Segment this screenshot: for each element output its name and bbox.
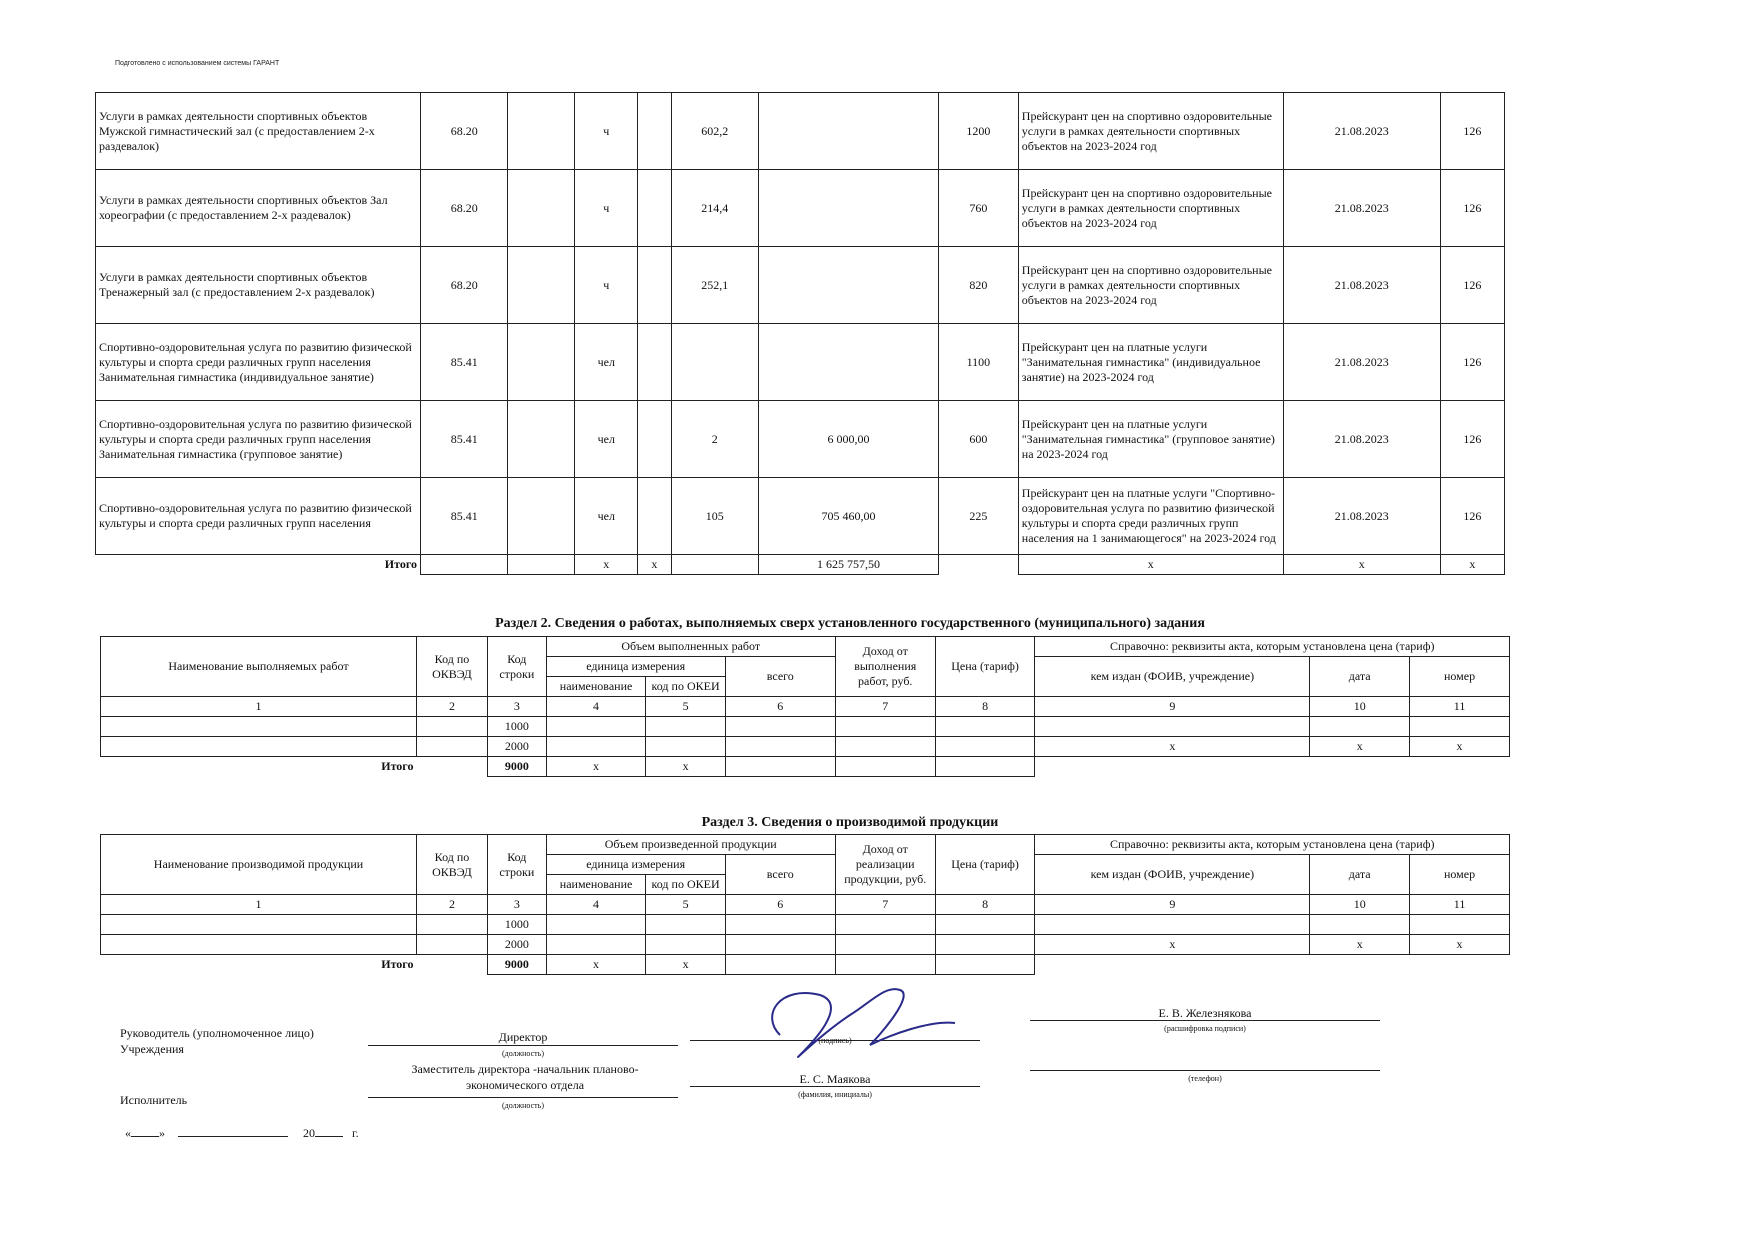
x-date: x <box>1310 935 1410 955</box>
cell-total: 2 <box>671 401 758 478</box>
cell-date: 21.08.2023 <box>1283 93 1440 170</box>
cell-income <box>759 170 939 247</box>
h-volume: Объем произведенной продукции <box>546 835 835 855</box>
column-number: 7 <box>835 697 935 717</box>
cell-income: 6 000,00 <box>759 401 939 478</box>
cell-empty <box>508 93 575 170</box>
x-unit: x <box>546 757 646 777</box>
section2-title: Раздел 2. Сведения о работах, выполняемых сверх установленного государственного (муниципального) задания <box>495 616 1205 631</box>
cell-num: 126 <box>1440 478 1504 555</box>
cell-okei <box>638 247 671 324</box>
cell-num: 126 <box>1440 93 1504 170</box>
h-income: Доход от выполнения работ, руб. <box>835 637 935 697</box>
code-9000: 9000 <box>487 757 546 777</box>
code-1000: 1000 <box>487 915 546 935</box>
column-number: 8 <box>935 697 1035 717</box>
x-num: x <box>1410 935 1510 955</box>
code-2000: 2000 <box>487 935 546 955</box>
cell-income <box>759 324 939 401</box>
year-prefix: 20 <box>303 1126 315 1140</box>
h-price: Цена (тариф) <box>935 637 1035 697</box>
cell-okei <box>638 324 671 401</box>
h-code: Код строки <box>487 835 546 895</box>
colnum-row <box>101 697 1510 717</box>
cell-price: 820 <box>939 247 1019 324</box>
total-x-unit: x <box>575 555 638 575</box>
head-name: Е. В. Железнякова <box>1158 1006 1252 1020</box>
cell-unit: чел <box>575 401 638 478</box>
cell-date: 21.08.2023 <box>1283 247 1440 324</box>
total-x-date: x <box>1283 555 1440 575</box>
cell-empty <box>508 324 575 401</box>
works-table <box>100 636 1510 777</box>
cell-okei <box>638 93 671 170</box>
cell-empty <box>508 247 575 324</box>
h-work-name: Наименование выполняемых работ <box>101 637 417 697</box>
cell-okved: 85.41 <box>421 478 508 555</box>
h-volume: Объем выполненных работ <box>546 637 835 657</box>
cell-income <box>759 93 939 170</box>
code-2000: 2000 <box>487 737 546 757</box>
code-1000: 1000 <box>487 717 546 737</box>
cell-name: Спортивно-оздоровительная услуга по развитию физической культуры и спорта среди различных групп населения Занимательная гимнастика (групповое занятие) <box>96 401 421 478</box>
service-row <box>96 324 1505 401</box>
itogo-label: Итого <box>381 957 414 972</box>
cell-name: Услуги в рамках деятельности спортивных объектов Мужской гимнастический зал (с предоставлением 2-х раздевалок) <box>96 93 421 170</box>
h-okei: код по ОКЕИ <box>646 677 725 697</box>
h-income: Доход от реализации продукции, руб. <box>835 835 935 895</box>
h-ref: Справочно: реквизиты акта, которым установлена цена (тариф) <box>1035 835 1510 855</box>
cell-income <box>759 247 939 324</box>
cell-price: 760 <box>939 170 1019 247</box>
column-number: 5 <box>646 895 725 915</box>
service-row <box>96 170 1505 247</box>
head-position: Директор <box>498 1030 548 1044</box>
service-row <box>96 93 1505 170</box>
exec-label: Исполнитель <box>120 1093 188 1107</box>
cell-empty <box>508 401 575 478</box>
cell-date: 21.08.2023 <box>1283 401 1440 478</box>
date-close: » <box>159 1126 165 1140</box>
h-unitname: наименование <box>546 677 646 697</box>
column-number: 3 <box>487 895 546 915</box>
phone-caption: (телефон) <box>1188 1074 1222 1083</box>
cell-price: 1100 <box>939 324 1019 401</box>
cell-price: 1200 <box>939 93 1019 170</box>
column-number: 9 <box>1035 895 1310 915</box>
cell-act: Прейскурант цен на платные услуги "Занимательная гимнастика" (групповое занятие) на 2023-2024 год <box>1018 401 1283 478</box>
x-num: x <box>1410 737 1510 757</box>
exec-name: Е. С. Маякова <box>799 1072 871 1086</box>
cell-okved: 68.20 <box>421 170 508 247</box>
cell-unit: ч <box>575 247 638 324</box>
cell-name: Услуги в рамках деятельности спортивных объектов Зал хореографии (с предоставлением 2-х раздевалок) <box>96 170 421 247</box>
h-okved: Код по ОКВЭД <box>416 835 487 895</box>
cell-price: 600 <box>939 401 1019 478</box>
service-row <box>96 401 1505 478</box>
column-number: 5 <box>646 697 725 717</box>
date-line <box>125 1126 359 1141</box>
cell-total <box>671 324 758 401</box>
cell-unit: чел <box>575 324 638 401</box>
cell-date: 21.08.2023 <box>1283 478 1440 555</box>
column-number: 2 <box>416 697 487 717</box>
exec-position-caption: (должность) <box>502 1101 544 1110</box>
cell-act: Прейскурант цен на спортивно оздоровительные услуги в рамках деятельности спортивных объектов на 2023-2024 год <box>1018 93 1283 170</box>
code-9000: 9000 <box>487 955 546 975</box>
cell-okei <box>638 478 671 555</box>
column-number: 10 <box>1310 697 1410 717</box>
h-total: всего <box>725 855 835 895</box>
h-total: всего <box>725 657 835 697</box>
h-unit: единица измерения <box>546 855 725 875</box>
total-label: Итого <box>384 557 417 572</box>
x-date: x <box>1310 737 1410 757</box>
cell-price: 225 <box>939 478 1019 555</box>
h-issuer: кем издан (ФОИВ, учреждение) <box>1035 657 1310 697</box>
cell-total: 105 <box>671 478 758 555</box>
cell-okved: 85.41 <box>421 401 508 478</box>
cell-total: 214,4 <box>671 170 758 247</box>
cell-num: 126 <box>1440 247 1504 324</box>
position-caption: (должность) <box>502 1049 544 1058</box>
cell-empty <box>508 170 575 247</box>
cell-num: 126 <box>1440 401 1504 478</box>
services-table <box>95 92 1505 575</box>
fio-caption: (фамилия, инициалы) <box>798 1090 872 1099</box>
cell-total: 252,1 <box>671 247 758 324</box>
cell-act: Прейскурант цен на платные услуги "Занимательная гимнастика" (индивидуальное занятие) на 2023-2024 год <box>1018 324 1283 401</box>
cell-num: 126 <box>1440 324 1504 401</box>
total-x-act: x <box>1018 555 1283 575</box>
garant-note: Подготовлено с использованием системы ГАРАНТ <box>115 60 280 67</box>
name-caption: (расшифровка подписи) <box>1164 1024 1246 1033</box>
cell-okved: 68.20 <box>421 247 508 324</box>
cell-okei <box>638 170 671 247</box>
column-number: 4 <box>546 697 646 717</box>
exec-position: Заместитель директора -начальник планово-экономического отдела <box>411 1062 639 1092</box>
x-issuer: x <box>1035 935 1310 955</box>
column-number: 6 <box>725 895 835 915</box>
cell-income: 705 460,00 <box>759 478 939 555</box>
cell-okved: 85.41 <box>421 324 508 401</box>
signature-caption: (подпись) <box>818 1036 852 1045</box>
cell-okved: 68.20 <box>421 93 508 170</box>
cell-date: 21.08.2023 <box>1283 170 1440 247</box>
x-okei: x <box>646 955 725 975</box>
colnum-row <box>101 895 1510 915</box>
h-code: Код строки <box>487 637 546 697</box>
h-prod-name: Наименование производимой продукции <box>101 835 417 895</box>
h-num: номер <box>1410 657 1510 697</box>
x-issuer: x <box>1035 737 1310 757</box>
cell-total: 602,2 <box>671 93 758 170</box>
column-number: 8 <box>935 895 1035 915</box>
service-row <box>96 247 1505 324</box>
cell-okei <box>638 401 671 478</box>
h-unitname: наименование <box>546 875 646 895</box>
signature-scribble <box>740 975 970 1070</box>
h-num: номер <box>1410 855 1510 895</box>
section3-title: Раздел 3. Сведения о производимой продукции <box>701 815 999 830</box>
column-number: 6 <box>725 697 835 717</box>
head-label: Руководитель (уполномоченное лицо) Учреждения <box>120 1026 314 1056</box>
column-number: 1 <box>101 697 417 717</box>
h-issuer: кем издан (ФОИВ, учреждение) <box>1035 855 1310 895</box>
h-price: Цена (тариф) <box>935 835 1035 895</box>
column-number: 9 <box>1035 697 1310 717</box>
column-number: 7 <box>835 895 935 915</box>
products-table <box>100 834 1510 975</box>
column-number: 2 <box>416 895 487 915</box>
total-x-okei: x <box>638 555 671 575</box>
cell-unit: ч <box>575 170 638 247</box>
h-unit: единица измерения <box>546 657 725 677</box>
h-date: дата <box>1310 855 1410 895</box>
column-number: 11 <box>1410 895 1510 915</box>
h-okei: код по ОКЕИ <box>646 875 725 895</box>
total-row <box>96 555 1505 575</box>
cell-act: Прейскурант цен на платные услуги "Спортивно-оздоровительная услуга по развитию физической культуры и спорта среди различных групп населения на 1 занимающегося" на 2023-2024 год <box>1018 478 1283 555</box>
total-x-num: x <box>1440 555 1504 575</box>
column-number: 10 <box>1310 895 1410 915</box>
x-okei: x <box>646 757 725 777</box>
h-ref: Справочно: реквизиты акта, которым установлена цена (тариф) <box>1035 637 1510 657</box>
column-number: 1 <box>101 895 417 915</box>
cell-act: Прейскурант цен на спортивно оздоровительные услуги в рамках деятельности спортивных объектов на 2023-2024 год <box>1018 170 1283 247</box>
cell-name: Услуги в рамках деятельности спортивных объектов Тренажерный зал (с предоставлением 2-х раздевалок) <box>96 247 421 324</box>
date-open: « <box>125 1126 131 1140</box>
service-row <box>96 478 1505 555</box>
h-okved: Код по ОКВЭД <box>416 637 487 697</box>
cell-empty <box>508 478 575 555</box>
year-suffix: г. <box>352 1126 359 1140</box>
column-number: 4 <box>546 895 646 915</box>
cell-name: Спортивно-оздоровительная услуга по развитию физической культуры и спорта среди различных групп населения <box>96 478 421 555</box>
x-unit: x <box>546 955 646 975</box>
h-date: дата <box>1310 657 1410 697</box>
cell-act: Прейскурант цен на спортивно оздоровительные услуги в рамках деятельности спортивных объектов на 2023-2024 год <box>1018 247 1283 324</box>
column-number: 11 <box>1410 697 1510 717</box>
column-number: 3 <box>487 697 546 717</box>
total-income: 1 625 757,50 <box>759 555 939 575</box>
cell-date: 21.08.2023 <box>1283 324 1440 401</box>
cell-name: Спортивно-оздоровительная услуга по развитию физической культуры и спорта среди различных групп населения Занимательная гимнастика (индивидуальное занятие) <box>96 324 421 401</box>
itogo-label: Итого <box>381 759 414 774</box>
cell-num: 126 <box>1440 170 1504 247</box>
cell-unit: чел <box>575 478 638 555</box>
cell-unit: ч <box>575 93 638 170</box>
